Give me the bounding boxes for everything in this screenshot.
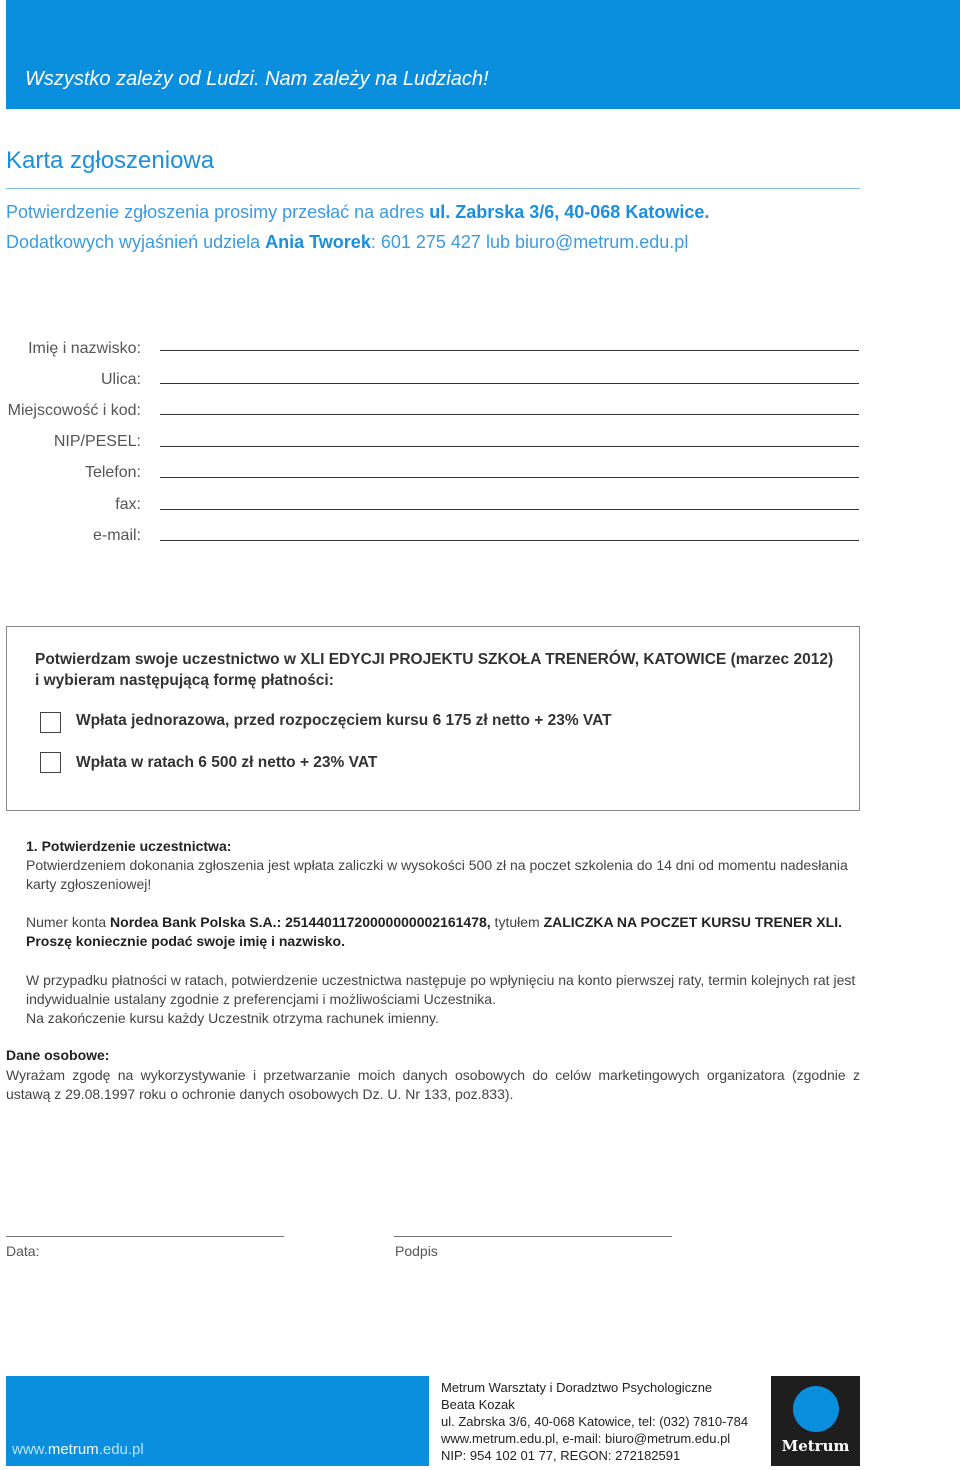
date-line[interactable] xyxy=(6,1236,284,1237)
signature-label: Podpis xyxy=(395,1243,438,1259)
address-prefix: Potwierdzenie zgłoszenia prosimy przesłać na adres xyxy=(6,202,430,222)
field-label-phone: Telefon: xyxy=(84,464,141,481)
installments-info xyxy=(26,971,860,1028)
consent-line-2: i wybieram następującą formę płatności: xyxy=(35,672,334,689)
title-divider xyxy=(6,188,860,189)
bank-account-info xyxy=(26,913,860,951)
field-line-nip[interactable] xyxy=(160,446,859,447)
section1-para1: Potwierdzeniem dokonania zgłoszenia jest wpłata zaliczki w wysokości 500 zł na poczet szkolenia do 14 dni od momentu nadesłania karty zgłoszeniowej! xyxy=(26,857,848,892)
company-address: ul. Zabrska 3/6, 40-068 Katowice, tel: (032) 7810-784 xyxy=(441,1414,749,1429)
bank-name: Nordea Bank Polska S.A. xyxy=(110,914,277,930)
company-owner: Beata Kozak xyxy=(441,1397,515,1412)
page-title: Karta zgłoszeniowa xyxy=(6,147,215,174)
transfer-title: ZALICZKA NA POCZET KURSU TRENER XLI. Proszę koniecznie podać swoje imię i nazwisko. xyxy=(26,914,842,949)
invoice-note: Na zakończenie kursu każdy Uczestnik otrzyma rachunek imienny. xyxy=(26,1010,439,1026)
contact-prefix: Dodatkowych wyjaśnień udziela xyxy=(6,232,266,252)
www-prefix: www. xyxy=(12,1441,48,1458)
top-banner xyxy=(6,0,960,109)
contact-line xyxy=(6,232,688,253)
company-name: Metrum Warsztaty i Doradztwo Psychologiczne xyxy=(441,1380,713,1395)
checkbox-one-time-payment[interactable] xyxy=(40,712,61,733)
field-line-street[interactable] xyxy=(160,383,859,384)
signature-line[interactable] xyxy=(394,1236,672,1237)
address-line xyxy=(6,202,709,223)
www-suffix: .edu.pl xyxy=(98,1441,144,1458)
section1-heading: 1. Potwierdzenie uczestnictwa: xyxy=(26,838,232,854)
company-tax-ids: NIP: 954 102 01 77, REGON: 272182591 xyxy=(441,1448,681,1463)
address-value: ul. Zabrska 3/6, 40-068 Katowice. xyxy=(429,202,710,222)
field-line-fax[interactable] xyxy=(160,509,859,510)
field-line-name[interactable] xyxy=(160,350,859,351)
transfer-title-label: tytułem xyxy=(490,914,544,930)
section-participation xyxy=(26,837,860,894)
logo-circle-icon xyxy=(793,1386,839,1432)
banner-slogan: Wszystko zależy od Ludzi. Nam zależy na Ludziach! xyxy=(25,68,489,90)
field-label-name: Imię i nazwisko: xyxy=(28,340,141,357)
field-label-nip: NIP/PESEL: xyxy=(53,433,141,450)
personal-data-heading: Dane osobowe: xyxy=(6,1047,110,1063)
account-number: : 25144011720000000002161478, xyxy=(276,914,491,930)
field-label-city: Miejscowość i kod: xyxy=(7,402,141,419)
footer-website[interactable] xyxy=(12,1441,144,1458)
field-line-phone[interactable] xyxy=(160,477,859,478)
field-label-fax: fax: xyxy=(115,496,141,513)
consent-line-1: Potwierdzam swoje uczestnictwo w XLI EDYCJI PROJEKTU SZKOŁA TRENERÓW, KATOWICE (marzec 2012) xyxy=(35,651,834,668)
date-label: Data: xyxy=(6,1243,40,1259)
contact-details: : 601 275 427 lub biuro@metrum.edu.pl xyxy=(370,232,689,252)
field-label-email: e-mail: xyxy=(92,527,141,544)
field-line-city[interactable] xyxy=(160,414,859,415)
consent-statement xyxy=(35,649,857,691)
company-info xyxy=(441,1379,748,1464)
label-installments: Wpłata w ratach 6 500 zł netto + 23% VAT xyxy=(76,754,378,771)
company-web-email: www.metrum.edu.pl, e-mail: biuro@metrum.edu.pl xyxy=(441,1431,731,1446)
account-prefix: Numer konta xyxy=(26,914,111,930)
label-one-time-payment: Wpłata jednorazowa, przed rozpoczęciem kursu 6 175 zł netto + 23% VAT xyxy=(76,712,612,729)
checkbox-installments[interactable] xyxy=(40,752,61,773)
field-line-email[interactable] xyxy=(160,540,859,541)
field-label-street: Ulica: xyxy=(100,371,141,388)
personal-data-consent: Wyrażam zgodę na wykorzystywanie i przetwarzanie moich danych osobowych do celów marketingowych organizatora (zgodnie z ustawą z 29.08.1997 roku o ochronie danych osobowych Dz. U. Nr 133, poz.833). xyxy=(6,1067,860,1102)
installments-text: W przypadku płatności w ratach, potwierdzenie uczestnictwa następuje po wpłynięciu na konto pierwszej raty, termin kolejnych rat jest indywidualnie ustalany zgodnie z preferencjami i możliwościami Uczestnika. xyxy=(26,972,856,1007)
logo-wordmark: Metrum xyxy=(781,1437,850,1455)
www-domain: metrum xyxy=(47,1441,99,1458)
contact-person: Ania Tworek xyxy=(265,232,371,252)
